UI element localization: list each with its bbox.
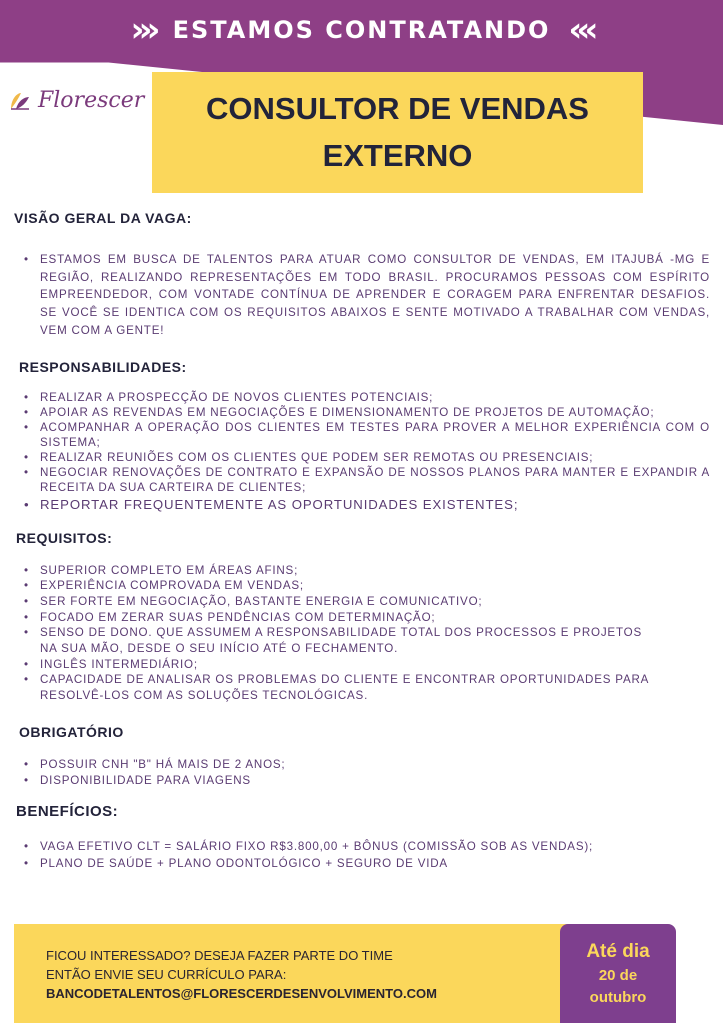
job-title-line-2: EXTERNO: [322, 137, 473, 173]
list-item: • SENSO DE DONO. QUE ASSUMEM A RESPONSABILIDADE TOTAL DOS PROCESSOS E PROJETOS NA SUA MÃO, DESDE O SEU INÍCIO ATÉ O FECHAMENTO.: [14, 625, 710, 656]
contact-box: [14, 924, 574, 1023]
list-item: • SUPERIOR COMPLETO EM ÁREAS AFINS;: [14, 563, 710, 579]
responsibilities-heading: RESPONSABILIDADES:: [19, 358, 187, 375]
deadline-badge: [560, 924, 676, 1023]
list-item: • REALIZAR A PROSPECÇÃO DE NOVOS CLIENTES POTENCIAIS;: [14, 390, 710, 405]
chevrons-right-icon: ›››: [130, 10, 155, 50]
mandatory-list: [14, 757, 710, 789]
responsibilities-list: [14, 390, 710, 512]
requirements-heading: REQUISITOS:: [16, 529, 113, 546]
brand-name: Florescer: [38, 88, 145, 113]
mandatory-heading: OBRIGATÓRIO: [19, 723, 124, 740]
list-item: • POSSUIR CNH "B" HÁ MAIS DE 2 ANOS;: [14, 757, 710, 773]
list-item: • APOIAR AS REVENDAS EM NEGOCIAÇÕES E DIMENSIONAMENTO DE PROJETOS DE AUTOMAÇÃO;: [14, 405, 710, 420]
list-item: • DISPONIBILIDADE PARA VIAGENS: [14, 773, 710, 789]
list-item: • EXPERIÊNCIA COMPROVADA EM VENDAS;: [14, 578, 710, 594]
list-item: • ACOMPANHAR A OPERAÇÃO DOS CLIENTES EM TESTES PARA PROVER A MELHOR EXPERIÊNCIA COM O SISTEMA;: [14, 420, 710, 450]
list-item: • CAPACIDADE DE ANALISAR OS PROBLEMAS DO CLIENTE E ENCONTRAR OPORTUNIDADES PARA RESOLVÊ-LOS COM AS SOLUÇÕES TECNOLÓGICAS.: [14, 672, 710, 703]
contact-line-1: FICOU INTERESSADO? DESEJA FAZER PARTE DO TIME: [46, 948, 393, 963]
list-item: • ESTAMOS EM BUSCA DE TALENTOS PARA ATUAR COMO CONSULTOR DE VENDAS, EM ITAJUBÁ -MG E REGIÃO, REALIZANDO REPRESENTAÇÕES EM TODO BRASIL. PROCURAMOS PESSOAS COM ESPÍRITO EMPREENDEDOR, COM VONTADE CONTÍNUA DE APRENDER E CORAGEM PARA ENFRENTAR DESAFIOS. SE VOCÊ SE IDENTICA COM OS REQUISITOS ABAIXOS E SENTE MOTIVADO A TRABALHAR COM VENDAS, VEM COM A GENTE!: [14, 251, 710, 340]
header-row: [0, 8, 723, 52]
banner-title: ESTAMOS CONTRATANDO: [172, 16, 551, 44]
contact-line-2: ENTÃO ENVIE SEU CURRÍCULO PARA:: [46, 967, 287, 982]
deadline-line-1: Até dia: [586, 940, 650, 962]
list-item: • NEGOCIAR RENOVAÇÕES DE CONTRATO E EXPANSÃO DE NOSSOS PLANOS PARA MANTER E EXPANDIR A RECEITA DA SUA CARTEIRA DE CLIENTES;: [14, 465, 710, 495]
job-title-line-1: CONSULTOR DE VENDAS: [206, 91, 589, 126]
deadline-line-3: outubro: [589, 988, 647, 1006]
overview-list: [14, 251, 710, 340]
benefits-heading: BENEFÍCIOS:: [16, 802, 119, 820]
job-description: [14, 210, 710, 872]
list-item: • PLANO DE SAÚDE + PLANO ODONTOLÓGICO + SEGURO DE VIDA: [14, 855, 710, 872]
brand-logo: [8, 88, 144, 113]
chevrons-left-icon: ‹‹‹: [568, 10, 593, 50]
contact-email[interactable]: BANCODETALENTOS@FLORESCERDESENVOLVIMENTO.COM: [46, 986, 437, 1001]
list-item: • FOCADO EM ZERAR SUAS PENDÊNCIAS COM DETERMINAÇÃO;: [14, 610, 710, 626]
list-item: • REPORTAR FREQUENTEMENTE AS OPORTUNIDADES EXISTENTES;: [14, 497, 710, 512]
list-item: • INGLÊS INTERMEDIÁRIO;: [14, 657, 710, 673]
job-title-box: [152, 72, 643, 193]
requirements-list: [14, 563, 710, 704]
contact-text: [46, 946, 437, 1003]
list-item: • VAGA EFETIVO CLT = SALÁRIO FIXO R$3.800,00 + BÔNUS (COMISSÃO SOB AS VENDAS);: [14, 838, 710, 855]
overview-heading: VISÃO GERAL DA VAGA:: [14, 210, 192, 226]
list-item: • REALIZAR REUNIÕES COM OS CLIENTES QUE PODEM SER REMOTAS OU PRESENCIAIS;: [14, 450, 710, 465]
flower-logo-icon: [8, 89, 32, 113]
benefits-list: [14, 838, 710, 872]
deadline-line-2: 20 de: [598, 966, 638, 984]
list-item: • SER FORTE EM NEGOCIAÇÃO, BASTANTE ENERGIA E COMUNICATIVO;: [14, 594, 710, 610]
